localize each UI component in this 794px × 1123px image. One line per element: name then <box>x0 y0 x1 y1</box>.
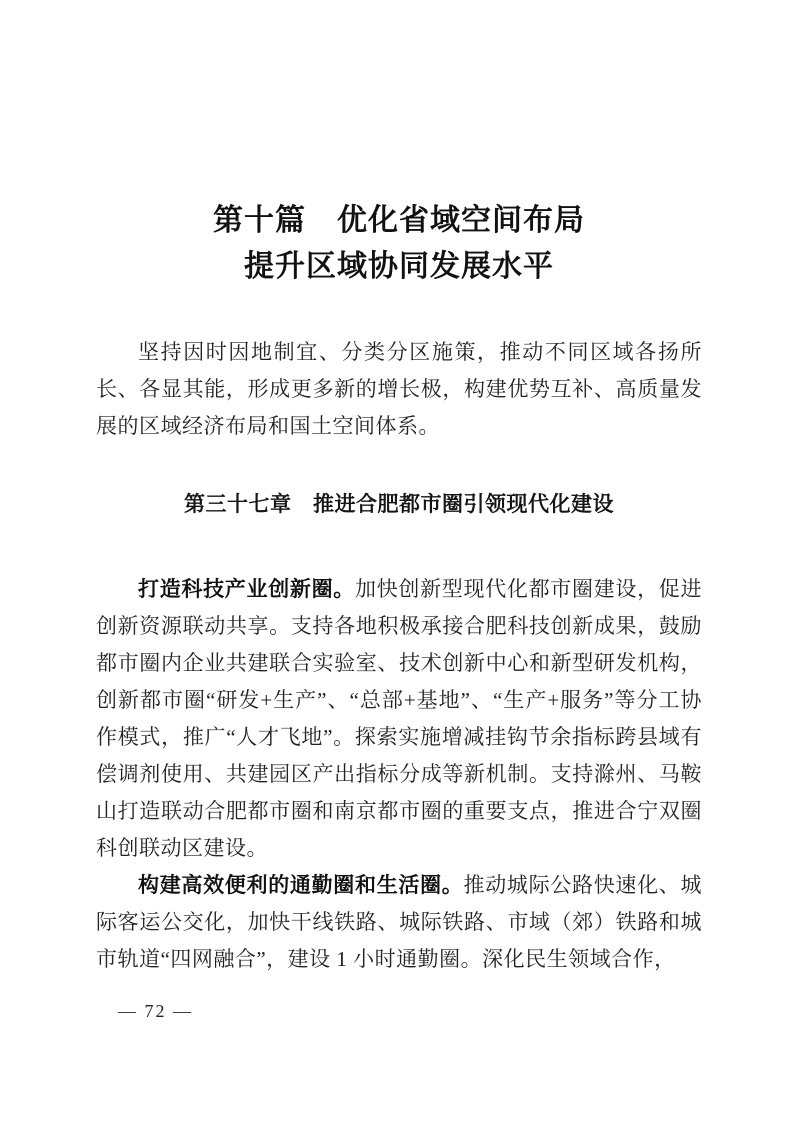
chapter-heading: 第三十七章 推进合肥都市圈引领现代化建设 <box>184 493 614 516</box>
part-title-line-2: 提升区域协同发展水平 <box>244 250 554 283</box>
paragraph-body: 加快创新型现代化都市圈建设，促进创新资源联动共享。支持各地积极承接合肥科技创新成果，鼓励都市圈内企业共建联合实验室、技术创新中心和新型研发机构，创新都市圈“研发+生产”、“总部+基地”、“生产+服务”等分工协作模式，推广“人才飞地”。探索实施增减挂钩节余指标跨县域有偿调剂使用、共建园区产出指标分成等新机制。支持滁州、马鞍山打造联动合肥都市圈和南京都市圈的重要支点，推进合宁双圈科创联动区建设。 <box>96 577 702 860</box>
paragraph-commuter-circle <box>96 867 702 978</box>
paragraph-body: 推动城际公路快速化、城际客运公交化，加快干线铁路、城际铁路、市域（郊）铁路和城市轨道“四网融合”，建设 1 小时通勤圈。深化民生领域合作， <box>96 873 702 971</box>
paragraph-lead: 打造科技产业创新圈。 <box>138 577 355 601</box>
intro-paragraph: 坚持因时因地制宜、分类分区施策，推动不同区域各扬所长、各显其能，形成更多新的增长极，构建优势互补、高质量发展的区域经济布局和国土空间体系。 <box>96 340 702 438</box>
part-title <box>96 198 702 290</box>
paragraph-innovation-circle <box>96 571 702 867</box>
paragraph-lead: 构建高效便利的通勤圈和生活圈。 <box>138 873 464 897</box>
part-title-line-1: 第十篇 优化省域空间布局 <box>213 204 585 237</box>
page-number: — 72 — <box>118 1001 193 1021</box>
page-content <box>96 0 702 978</box>
